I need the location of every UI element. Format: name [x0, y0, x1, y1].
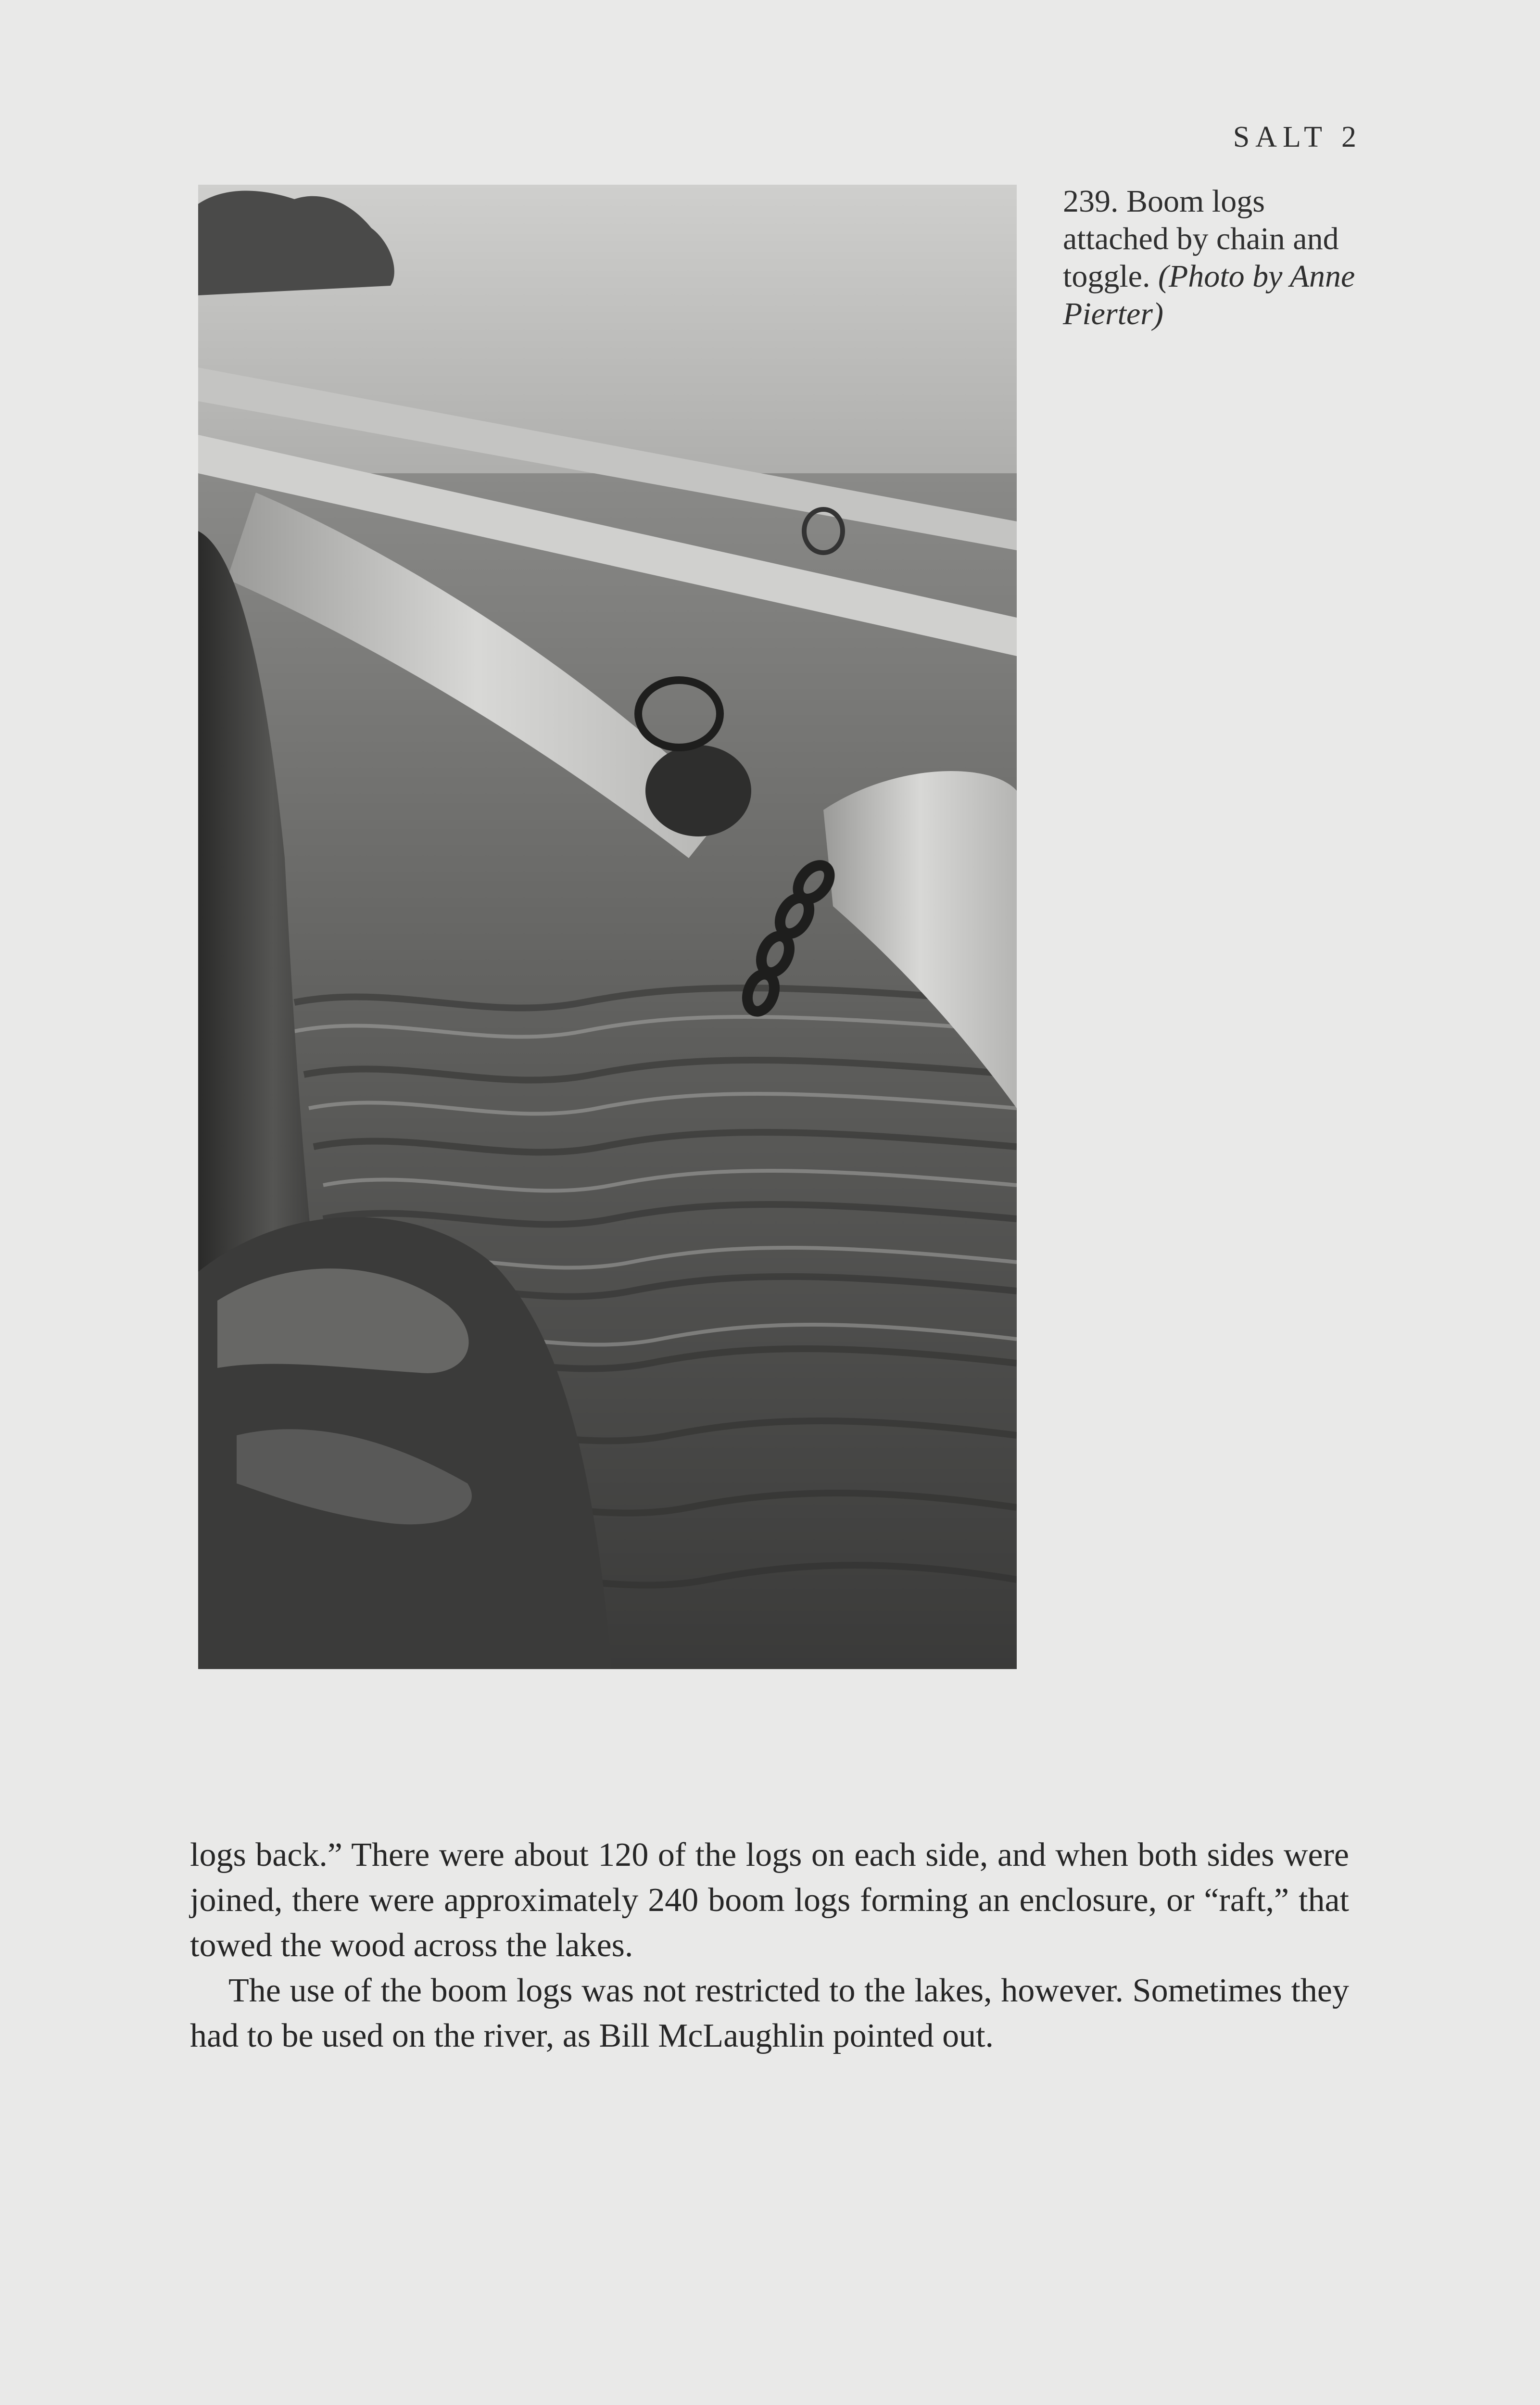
- photo-credit: (Photo by Anne Pierter): [1063, 259, 1355, 331]
- caption-text: Boom logs attached by chain and toggle.: [1063, 184, 1339, 294]
- paragraph-1: logs back.” There were about 120 of the logs on each side, and when both sides were joined, there were approximately 240 boom logs forming an enclosure, or “raft,” that towed the wood across the lakes.: [190, 1836, 1349, 1964]
- body-text: [190, 1833, 1349, 2059]
- paragraph-2: The use of the boom logs was not restricted to the lakes, however. Sometimes they had to be used on the river, as Bill McLaughlin pointed out.: [190, 1972, 1349, 2054]
- section-title: SALT: [1233, 121, 1328, 153]
- running-head: [1193, 120, 1356, 154]
- boom-logs-photo: [198, 185, 1017, 1669]
- caption-number: 239.: [1063, 184, 1119, 219]
- page-number: 2: [1341, 121, 1356, 153]
- figure-caption: [1063, 183, 1371, 333]
- photo-illustration: [198, 185, 1017, 1669]
